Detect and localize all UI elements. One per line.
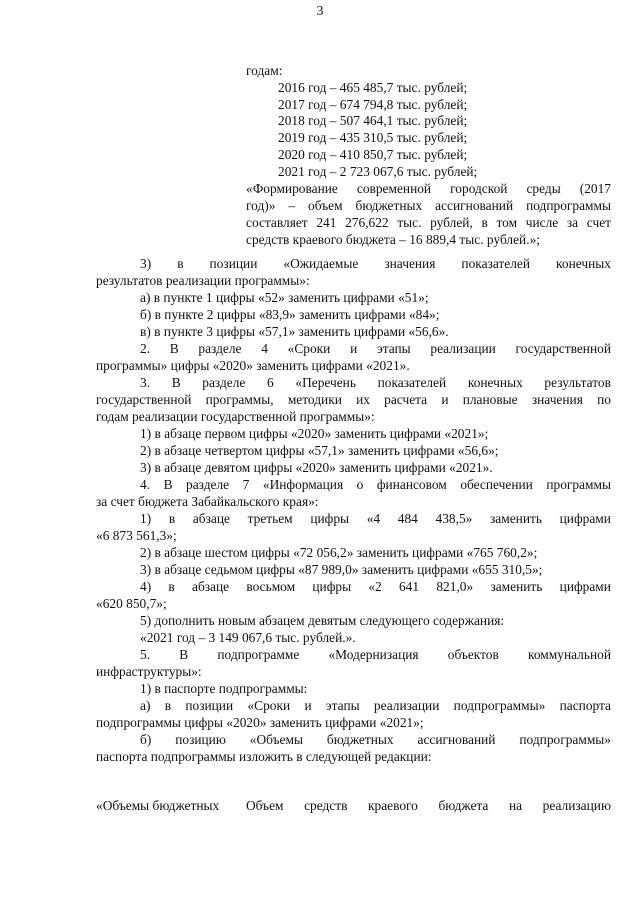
text-word: счет <box>586 215 611 230</box>
text-word: показателей <box>377 375 447 390</box>
text-word: и <box>441 392 449 407</box>
text-line: паспорта подпрограммы изложить в следующей редакции: <box>96 749 432 764</box>
page-number: 3 <box>316 4 324 19</box>
text-word: «Сроки <box>247 698 291 713</box>
text-word: «Сроки <box>287 341 331 356</box>
text-word: программы <box>546 477 611 492</box>
text-line: 2018 год – 507 464,1 тыс. рублей; <box>278 113 468 128</box>
text-word: 3) <box>140 256 152 271</box>
text-word: этапы <box>325 698 360 713</box>
text-word: конечных <box>556 256 611 271</box>
text-line: средств краевого бюджета – 16 889,4 тыс. рублей.»; <box>246 232 540 247</box>
text-line <box>140 341 611 357</box>
text-word: коммунальной <box>528 647 611 662</box>
text-line: 2016 год – 465 485,7 тыс. рублей; <box>278 80 468 95</box>
text-line: 2019 год – 435 310,5 тыс. рублей; <box>278 130 468 145</box>
text-line: в) в пункте 3 цифры «57,1» заменить цифрами «56,6». <box>140 324 449 339</box>
text-line: 2) в абзаце четвертом цифры «57,1» заменить цифрами «56,6»; <box>140 443 499 458</box>
text-word: «Формирование <box>246 181 338 196</box>
text-word: 241 <box>316 215 337 230</box>
text-word: В <box>171 375 181 390</box>
text-word: бюджетных <box>326 732 394 747</box>
text-word: цифры <box>310 511 350 526</box>
text-word: реализацию <box>542 798 611 813</box>
text-word: «Информация <box>262 477 344 492</box>
text-word: подпрограммы <box>526 198 611 213</box>
text-word: 6 <box>267 375 274 390</box>
text-word: на <box>508 798 523 813</box>
text-word: паспорта <box>559 698 611 713</box>
text-word: разделе <box>202 375 246 390</box>
text-word: средств <box>304 798 348 813</box>
text-line: результатов реализации программы»: <box>96 273 310 288</box>
text-word: заменить <box>490 579 543 594</box>
text-word: заменить <box>490 511 542 526</box>
text-line <box>246 215 611 231</box>
text-word: 438,5» <box>435 511 473 526</box>
text-line: 3) в абзаце девятом цифры «2020» заменить цифрами «2021». <box>140 460 493 475</box>
text-word: цифры <box>312 579 352 594</box>
text-word: расчета <box>384 392 428 407</box>
text-word: за <box>566 215 579 230</box>
text-word: разделе <box>198 341 242 356</box>
text-word: 4) <box>140 579 152 594</box>
text-word: о <box>356 477 364 492</box>
text-word: б) <box>140 732 152 747</box>
text-line: 2017 год – 674 794,8 тыс. рублей; <box>278 97 468 112</box>
text-word: 821,0» <box>436 579 474 594</box>
text-line <box>140 579 611 595</box>
text-word: В <box>169 341 179 356</box>
text-line: «620 850,7»; <box>96 596 167 611</box>
text-line: инфраструктуры»: <box>96 664 202 679</box>
text-word: финансовом <box>376 477 447 492</box>
text-line: подпрограммы цифры «2020» заменить цифрами «2021»; <box>96 715 424 730</box>
text-word: год)» <box>246 198 276 213</box>
text-word: среды <box>526 181 561 196</box>
text-word: 4 <box>261 341 268 356</box>
text-word: государственной <box>515 341 611 356</box>
text-word: обеспечении <box>460 477 533 492</box>
text-word: «Модернизация <box>328 647 419 662</box>
text-line: 1) в паспорте подпрограммы: <box>140 681 308 696</box>
text-word: В <box>179 647 189 662</box>
text-word: подпрограммы» <box>519 732 611 747</box>
text-line <box>140 477 611 493</box>
text-word: и <box>304 698 312 713</box>
text-word: в <box>168 511 176 526</box>
text-line: за счет бюджета Забайкальского края»: <box>96 494 319 509</box>
text-word: реализации <box>373 698 440 713</box>
text-word: 484 <box>397 511 418 526</box>
text-word: том <box>496 215 518 230</box>
text-word: 5. <box>140 647 151 662</box>
text-line: 5) дополнить новым абзацем девятым следующего содержания: <box>140 613 505 628</box>
text-word: числе <box>525 215 559 230</box>
text-word: в <box>481 215 488 230</box>
text-word: их <box>356 392 370 407</box>
text-word: современной <box>356 181 432 196</box>
text-line: 3) в абзаце седьмом цифры «87 989,0» заменить цифрами «655 310,5»; <box>140 562 543 577</box>
text-line <box>140 375 611 391</box>
text-line: «Объемы бюджетных <box>96 798 220 813</box>
text-line <box>140 256 611 272</box>
text-word: В <box>163 477 173 492</box>
text-word: составляет <box>246 215 308 230</box>
text-word: бюджета <box>438 798 489 813</box>
text-word: 641 <box>398 579 420 594</box>
text-word: значения <box>384 256 436 271</box>
text-word: объем <box>308 198 343 213</box>
text-word: государственной <box>96 392 192 407</box>
text-word: ассигнований <box>417 732 496 747</box>
text-word: по <box>597 392 611 407</box>
text-word: результатов <box>544 375 611 390</box>
text-line: годам: <box>246 63 283 78</box>
text-line: годам реализации государственной программы»: <box>96 409 375 424</box>
text-word: «Объемы <box>249 732 303 747</box>
text-word: значения <box>531 392 583 407</box>
text-word: – <box>288 198 296 213</box>
text-word: подпрограмме <box>217 647 300 662</box>
text-line: программы» цифры «2020» заменить цифрами «2021». <box>96 358 410 373</box>
text-word: методики <box>287 392 342 407</box>
text-word: 1) <box>140 511 152 526</box>
text-line: «6 873 561,3»; <box>96 528 177 543</box>
text-word: краевого <box>368 798 418 813</box>
text-line <box>140 732 611 748</box>
text-word: разделе <box>186 477 230 492</box>
text-word: 3. <box>140 375 151 390</box>
text-line: 1) в абзаце первом цифры «2020» заменить цифрами «2021»; <box>140 426 489 441</box>
text-line <box>140 698 611 714</box>
text-word: Объем <box>246 798 284 813</box>
text-word: в <box>177 256 184 271</box>
text-line: 2020 год – 410 850,7 тыс. рублей; <box>278 147 468 162</box>
text-word: «Ожидаемые <box>283 256 359 271</box>
text-word: 4. <box>140 477 151 492</box>
text-word: позиции <box>185 698 234 713</box>
text-line: 2021 год – 2 723 067,6 тыс. рублей; <box>278 164 478 179</box>
text-word: 276,622 <box>345 215 389 230</box>
text-word: подпрограммы» <box>453 698 546 713</box>
text-line <box>96 392 611 408</box>
text-word: в <box>168 579 175 594</box>
text-word: в <box>164 698 172 713</box>
text-word: и <box>350 341 358 356</box>
text-word: «Перечень <box>295 375 356 390</box>
text-word: позиции <box>209 256 258 271</box>
text-word: 7 <box>242 477 250 492</box>
text-word: цифрами <box>559 579 611 594</box>
text-line <box>140 647 611 663</box>
text-word: конечных <box>467 375 523 390</box>
text-word: программы, <box>205 392 274 407</box>
text-word: восьмом <box>246 579 296 594</box>
text-word: цифрами <box>559 511 611 526</box>
text-word: абзаце <box>192 511 230 526</box>
text-line <box>246 181 611 197</box>
text-word: городской <box>450 181 508 196</box>
text-word: тыс. <box>397 215 422 230</box>
text-word: этапы <box>376 341 411 356</box>
text-line: а) в пункте 1 цифры «52» заменить цифрами «51»; <box>140 290 429 305</box>
text-word: реализации <box>430 341 496 356</box>
text-word: третьем <box>247 511 293 526</box>
text-word: 2. <box>140 341 151 356</box>
text-line: б) в пункте 2 цифры «83,9» заменить цифрами «84»; <box>140 307 440 322</box>
text-line <box>140 511 611 527</box>
text-word: абзаце <box>192 579 230 594</box>
text-line <box>246 798 611 814</box>
text-word: бюджетных <box>355 198 423 213</box>
text-word: а) <box>140 698 151 713</box>
text-line: 2) в абзаце шестом цифры «72 056,2» заменить цифрами «765 760,2»; <box>140 545 538 560</box>
text-word: плановые <box>462 392 518 407</box>
text-line <box>246 198 611 214</box>
text-word: (2017 <box>579 181 611 196</box>
text-word: ассигнований <box>435 198 514 213</box>
text-line: «2021 год – 3 149 067,6 тыс. рублей.». <box>140 630 356 645</box>
text-word: объектов <box>447 647 499 662</box>
text-word: «4 <box>366 511 381 526</box>
text-word: рублей, <box>430 215 473 230</box>
text-word: позицию <box>175 732 226 747</box>
text-word: «2 <box>368 579 382 594</box>
text-word: показателей <box>461 256 531 271</box>
